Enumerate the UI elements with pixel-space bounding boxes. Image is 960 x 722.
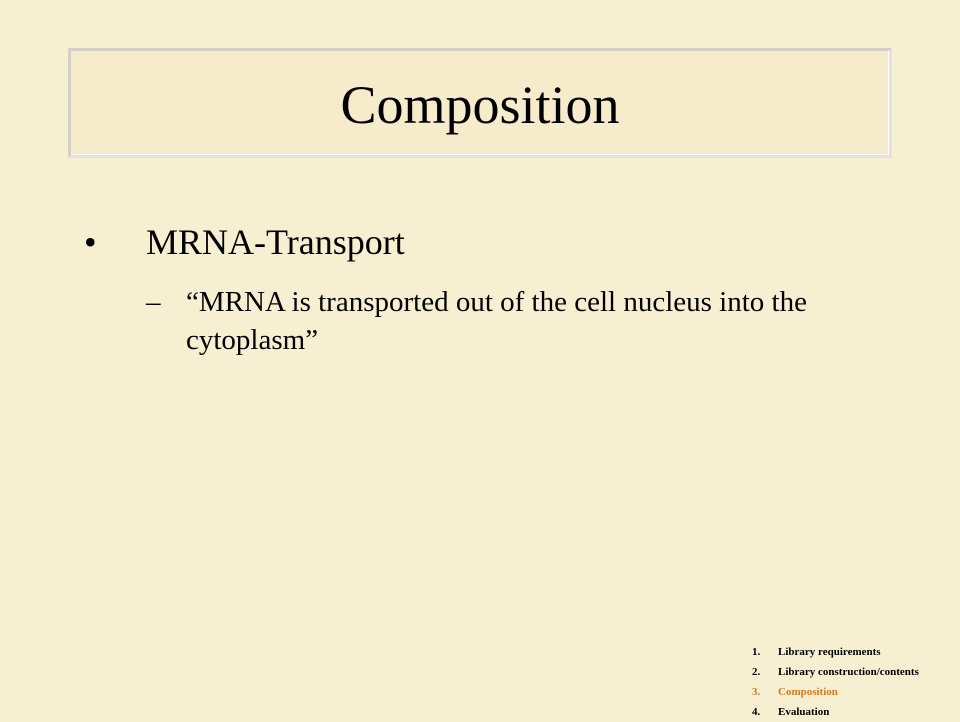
section-item-evaluation <box>752 702 919 722</box>
section-number: 3. <box>752 686 761 698</box>
section-label: Library construction/contents <box>778 666 919 678</box>
section-item-composition-active <box>752 682 919 702</box>
section-list <box>752 642 919 722</box>
section-label: Evaluation <box>778 706 830 718</box>
section-item-library-construction <box>752 662 919 682</box>
section-item-library-requirements <box>752 642 919 662</box>
section-number: 2. <box>752 666 761 678</box>
section-number: 1. <box>752 646 761 658</box>
bullet-text: MRNA-Transport <box>146 222 405 262</box>
section-label: Library requirements <box>778 646 881 658</box>
sub-bullet-text: “MRNA is transported out of the cell nucleus into the cytoplasm” <box>186 286 807 356</box>
title-box <box>68 48 892 158</box>
sub-bullet-marker: – <box>146 286 161 318</box>
bullet-marker: • <box>84 222 97 262</box>
section-number: 4. <box>752 706 761 718</box>
section-label: Composition <box>778 686 838 698</box>
slide-title: Composition <box>340 75 620 135</box>
